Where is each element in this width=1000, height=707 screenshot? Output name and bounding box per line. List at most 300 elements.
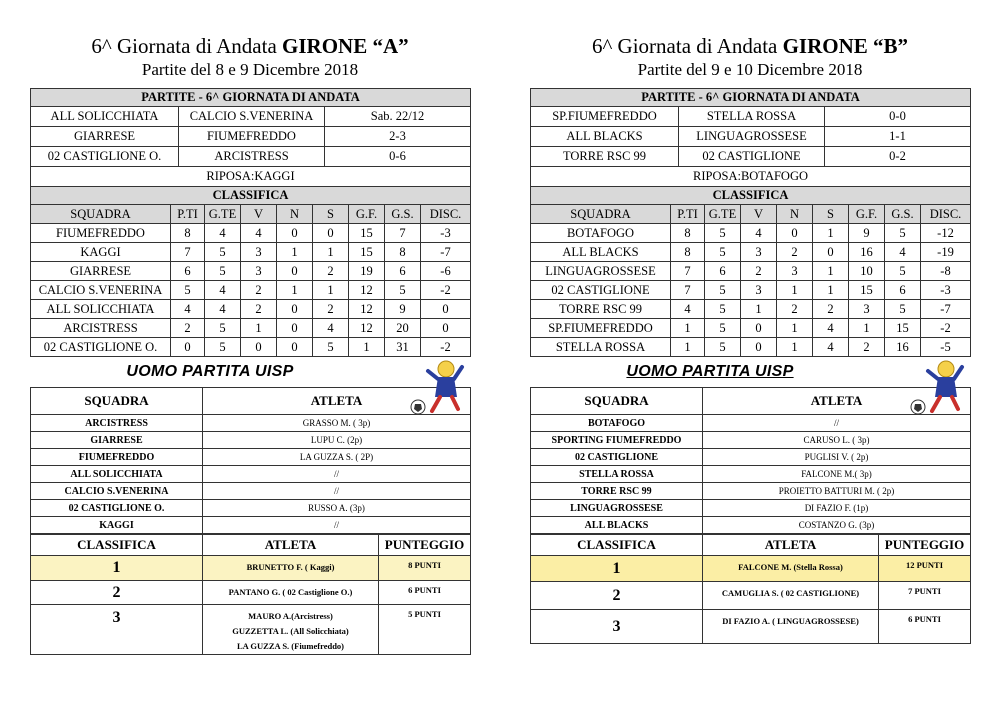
stat-cell: -2	[921, 319, 971, 338]
match-row	[31, 147, 471, 167]
home-team: ALL BLACKS	[531, 127, 679, 147]
team-name: FIUMEFREDDO	[31, 449, 203, 466]
stat-cell: 3	[241, 262, 277, 281]
uomo-partita-title: UOMO PARTITA UISP	[126, 363, 294, 380]
stat-cell: 2	[171, 319, 205, 338]
rank-points: 5 PUNTI	[379, 605, 471, 655]
soccer-player-mascot-icon	[402, 357, 472, 417]
col-header: P.TI	[171, 205, 205, 224]
team-name: BOTAFOGO	[531, 415, 703, 432]
home-team: 02 CASTIGLIONE O.	[31, 147, 179, 167]
stat-cell: 0	[277, 300, 313, 319]
team-name: ARCISTRESS	[31, 415, 203, 432]
ranking-table	[530, 534, 971, 644]
stat-cell: 2	[741, 262, 777, 281]
stat-cell: 15	[849, 281, 885, 300]
rank-position: 1	[31, 556, 203, 581]
stat-cell: -7	[421, 243, 471, 262]
match-result: 0-2	[825, 147, 971, 167]
home-team: ALL SOLICCHIATA	[31, 107, 179, 127]
stat-cell: 1	[813, 224, 849, 243]
uomo-row	[531, 517, 971, 534]
rank-position: 3	[31, 605, 203, 655]
rank-points: 12 PUNTI	[879, 556, 971, 582]
stat-cell: 0	[313, 224, 349, 243]
stat-cell: 5	[885, 224, 921, 243]
team-name: ALL BLACKS	[531, 243, 671, 262]
stat-cell: 1	[277, 243, 313, 262]
team-name: TORRE RSC 99	[531, 483, 703, 500]
athlete-name: COSTANZO G. (3p)	[703, 517, 971, 534]
uomo-body	[531, 415, 971, 534]
rank-athlete	[703, 610, 879, 644]
stat-cell: 0	[741, 319, 777, 338]
stat-cell: 6	[885, 281, 921, 300]
stat-cell: 6	[385, 262, 421, 281]
stat-cell: 12	[349, 281, 385, 300]
match-row	[531, 107, 971, 127]
stat-cell: 7	[671, 262, 705, 281]
partite-table	[530, 88, 971, 205]
stat-cell: 4	[813, 338, 849, 357]
uomo-row	[31, 483, 471, 500]
stat-cell: 2	[777, 243, 813, 262]
athlete-name: CAMUGLIA S. ( 02 CASTIGLIONE)	[721, 588, 860, 598]
athlete-name: FALCONE M. (Stella Rossa)	[738, 562, 843, 572]
rank-position: 3	[531, 610, 703, 644]
athlete-name: GUZZETTA L. (All Solicchiata)	[232, 626, 349, 636]
atleta-header: ATLETA	[703, 388, 971, 415]
stat-cell: 2	[849, 338, 885, 357]
squadra-header: SQUADRA	[531, 388, 703, 415]
stat-cell: 0	[171, 338, 205, 357]
stat-cell: 5	[205, 319, 241, 338]
uomo-title-row	[30, 357, 470, 387]
uomo-row	[31, 449, 471, 466]
stat-cell: 4	[171, 300, 205, 319]
stat-cell: 15	[349, 224, 385, 243]
stat-cell: 4	[205, 281, 241, 300]
atleta-header: ATLETA	[203, 388, 471, 415]
stat-cell: 4	[813, 319, 849, 338]
stat-cell: -2	[421, 281, 471, 300]
ranking-row	[31, 605, 471, 655]
stat-cell: 16	[849, 243, 885, 262]
stat-cell: 1	[277, 281, 313, 300]
team-name: KAGGI	[31, 517, 203, 534]
col-header: N	[277, 205, 313, 224]
col-header: N	[777, 205, 813, 224]
title-text: 6^ Giornata di Andata	[591, 34, 783, 58]
team-name: GIARRESE	[31, 432, 203, 449]
athlete-name: //	[703, 415, 971, 432]
stat-cell: 4	[671, 300, 705, 319]
rank-points: 7 PUNTI	[879, 582, 971, 610]
ranking-row	[31, 556, 471, 581]
athlete-name: LA GUZZA S. (Fiumefreddo)	[236, 641, 345, 651]
stat-cell: 1	[813, 262, 849, 281]
stat-cell: 6	[171, 262, 205, 281]
girone-b-panel	[530, 0, 970, 644]
standings-row	[531, 262, 971, 281]
soccer-player-mascot-icon	[902, 357, 972, 417]
standings-row	[31, 243, 471, 262]
stat-cell: 0	[741, 338, 777, 357]
rank-athlete	[203, 605, 379, 655]
stat-cell: 1	[777, 281, 813, 300]
athlete-name: LUPU C. (2p)	[203, 432, 471, 449]
athlete-name: //	[203, 483, 471, 500]
home-team: GIARRESE	[31, 127, 179, 147]
stat-cell: 3	[741, 243, 777, 262]
home-team: TORRE RSC 99	[531, 147, 679, 167]
stat-cell: 5	[705, 281, 741, 300]
standings-row	[31, 224, 471, 243]
uomo-row	[531, 500, 971, 517]
stat-cell: 31	[385, 338, 421, 357]
stat-cell: 2	[777, 300, 813, 319]
stat-cell: 1	[777, 319, 813, 338]
stat-cell: 15	[885, 319, 921, 338]
ranking-table	[30, 534, 471, 655]
girone-label: GIRONE “A”	[282, 34, 409, 58]
stat-cell: -5	[921, 338, 971, 357]
page-title	[30, 33, 470, 59]
col-header: G.F.	[849, 205, 885, 224]
match-result: 2-3	[325, 127, 471, 147]
uomo-row	[531, 415, 971, 432]
col-header: SQUADRA	[31, 205, 171, 224]
stat-cell: 1	[777, 338, 813, 357]
stat-cell: 5	[705, 224, 741, 243]
stat-cell: 2	[241, 281, 277, 300]
ranking-header-row	[531, 535, 971, 556]
team-name: ALL SOLICCHIATA	[31, 300, 171, 319]
stat-cell: 7	[385, 224, 421, 243]
away-team: LINGUAGROSSESE	[679, 127, 825, 147]
uomo-row	[31, 432, 471, 449]
col-header: G.TE	[705, 205, 741, 224]
athlete-name: DI FAZIO A. ( LINGUAGROSSESE)	[722, 616, 859, 626]
stat-cell: 8	[671, 224, 705, 243]
team-name: CALCIO S.VENERINA	[31, 483, 203, 500]
rank-athlete	[703, 582, 879, 610]
team-name: STELLA ROSSA	[531, 338, 671, 357]
page-subtitle: Partite del 8 e 9 Dicembre 2018	[141, 60, 359, 79]
stat-cell: -8	[921, 262, 971, 281]
athlete-name: PROIETTO BATTURI M. ( 2p)	[703, 483, 971, 500]
match-result: 0-0	[825, 107, 971, 127]
stat-cell: 0	[813, 243, 849, 262]
team-name: 02 CASTIGLIONE O.	[31, 338, 171, 357]
punteggio-header: PUNTEGGIO	[879, 535, 971, 556]
uomo-row	[31, 466, 471, 483]
team-name: LINGUAGROSSESE	[531, 262, 671, 281]
standings-table	[530, 204, 971, 357]
stat-cell: 5	[205, 243, 241, 262]
team-name: STELLA ROSSA	[531, 466, 703, 483]
uomo-row	[31, 415, 471, 432]
rank-position: 1	[531, 556, 703, 582]
team-name: SPORTING FIUMEFREDDO	[531, 432, 703, 449]
uomo-row	[31, 517, 471, 534]
col-header: DISC.	[921, 205, 971, 224]
stat-cell: -7	[921, 300, 971, 319]
rank-position: 2	[531, 582, 703, 610]
stat-cell: 0	[277, 319, 313, 338]
uomo-row	[531, 483, 971, 500]
partite-table	[30, 88, 471, 205]
stat-cell: 12	[349, 300, 385, 319]
athlete-name: FALCONE M.( 3p)	[703, 466, 971, 483]
team-name: CALCIO S.VENERINA	[31, 281, 171, 300]
stat-cell: 8	[171, 224, 205, 243]
standings-row	[31, 262, 471, 281]
ranking-row	[31, 581, 471, 605]
col-header: S	[813, 205, 849, 224]
partite-header: PARTITE - 6^ GIORNATA DI ANDATA	[31, 89, 471, 107]
athlete-name: BRUNETTO F. ( Kaggi)	[246, 562, 335, 572]
match-row	[531, 127, 971, 147]
stat-cell: 0	[277, 338, 313, 357]
stat-cell: 5	[385, 281, 421, 300]
stat-cell: -12	[921, 224, 971, 243]
athlete-name: GRASSO M. ( 3p)	[203, 415, 471, 432]
team-name: TORRE RSC 99	[531, 300, 671, 319]
standings-row	[531, 224, 971, 243]
stat-cell: 20	[385, 319, 421, 338]
stat-cell: 9	[385, 300, 421, 319]
standings-row	[531, 338, 971, 357]
away-team: CALCIO S.VENERINA	[179, 107, 325, 127]
stat-cell: 5	[205, 338, 241, 357]
stat-cell: 4	[313, 319, 349, 338]
stat-cell: -3	[421, 224, 471, 243]
team-name: FIUMEFREDDO	[31, 224, 171, 243]
standings-body	[531, 224, 971, 357]
team-name: SP.FIUMEFREDDO	[531, 319, 671, 338]
stat-cell: 15	[349, 243, 385, 262]
stat-cell: 4	[205, 224, 241, 243]
match-row	[31, 127, 471, 147]
athlete-name: //	[203, 466, 471, 483]
athlete-name: PUGLISI V. ( 2p)	[703, 449, 971, 466]
atleta-header: ATLETA	[703, 535, 879, 556]
stat-cell: 6	[705, 262, 741, 281]
team-name: GIARRESE	[31, 262, 171, 281]
stat-cell: -19	[921, 243, 971, 262]
uomo-row	[531, 449, 971, 466]
team-name: 02 CASTIGLIONE	[531, 449, 703, 466]
col-header: DISC.	[421, 205, 471, 224]
stat-cell: 1	[849, 319, 885, 338]
stat-cell: 5	[705, 300, 741, 319]
stat-cell: 1	[741, 300, 777, 319]
uomo-row	[31, 500, 471, 517]
team-name: KAGGI	[31, 243, 171, 262]
stat-cell: 9	[849, 224, 885, 243]
team-name: LINGUAGROSSESE	[531, 500, 703, 517]
standings-header-row	[531, 205, 971, 224]
stat-cell: 8	[385, 243, 421, 262]
col-header: P.TI	[671, 205, 705, 224]
col-header: G.S.	[885, 205, 921, 224]
uomo-body	[31, 415, 471, 534]
team-name: 02 CASTIGLIONE O.	[31, 500, 203, 517]
page-title	[530, 33, 970, 59]
standings-row	[531, 243, 971, 262]
standings-row	[31, 338, 471, 357]
stat-cell: 2	[313, 262, 349, 281]
uomo-title-row	[530, 357, 970, 387]
standings-header-row	[31, 205, 471, 224]
stat-cell: 5	[885, 262, 921, 281]
girone-a-panel	[30, 0, 470, 655]
stat-cell: 5	[705, 243, 741, 262]
team-name: ARCISTRESS	[31, 319, 171, 338]
away-team: 02 CASTIGLIONE	[679, 147, 825, 167]
col-header: V	[741, 205, 777, 224]
athlete-name: //	[203, 517, 471, 534]
ranking-row	[531, 582, 971, 610]
uomo-row	[531, 466, 971, 483]
uomo-partita-title: UOMO PARTITA UISP	[626, 363, 794, 380]
stat-cell: 7	[171, 243, 205, 262]
stat-cell: 7	[671, 281, 705, 300]
partite-header: PARTITE - 6^ GIORNATA DI ANDATA	[531, 89, 971, 107]
stat-cell: 2	[813, 300, 849, 319]
squadra-header: SQUADRA	[31, 388, 203, 415]
athlete-name: MAURO A.(Arcistress)	[248, 611, 333, 621]
stat-cell: 1	[241, 319, 277, 338]
stat-cell: 4	[241, 224, 277, 243]
stat-cell: 1	[349, 338, 385, 357]
stat-cell: 1	[813, 281, 849, 300]
stat-cell: 5	[705, 319, 741, 338]
team-name: BOTAFOGO	[531, 224, 671, 243]
team-name: ALL BLACKS	[531, 517, 703, 534]
col-header: SQUADRA	[531, 205, 671, 224]
stat-cell: 5	[205, 262, 241, 281]
rank-points: 6 PUNTI	[379, 581, 471, 605]
stat-cell: 5	[313, 338, 349, 357]
stat-cell: 8	[671, 243, 705, 262]
stat-cell: 1	[313, 281, 349, 300]
team-name: ALL SOLICCHIATA	[31, 466, 203, 483]
col-header: G.TE	[205, 205, 241, 224]
stat-cell: 0	[277, 262, 313, 281]
stat-cell: 4	[885, 243, 921, 262]
uomo-row	[531, 432, 971, 449]
classifica-header: CLASSIFICA	[31, 535, 203, 556]
rank-points: 6 PUNTI	[879, 610, 971, 644]
away-team: FIUMEFREDDO	[179, 127, 325, 147]
standings-row	[531, 300, 971, 319]
rank-athlete	[203, 581, 379, 605]
page-subtitle: Partite del 9 e 10 Dicembre 2018	[637, 60, 863, 79]
rank-points: 8 PUNTI	[379, 556, 471, 581]
match-result: 0-6	[325, 147, 471, 167]
athlete-name: LA GUZZA S. ( 2P)	[203, 449, 471, 466]
stat-cell: 16	[885, 338, 921, 357]
stat-cell: -3	[921, 281, 971, 300]
ranking-row	[531, 556, 971, 582]
stat-cell: 4	[741, 224, 777, 243]
stat-cell: 4	[205, 300, 241, 319]
col-header: G.S.	[385, 205, 421, 224]
stat-cell: 3	[241, 243, 277, 262]
classifica-header: CLASSIFICA	[531, 535, 703, 556]
match-row	[531, 147, 971, 167]
atleta-header: ATLETA	[203, 535, 379, 556]
standings-row	[31, 319, 471, 338]
away-team: STELLA ROSSA	[679, 107, 825, 127]
col-header: V	[241, 205, 277, 224]
stat-cell: 10	[849, 262, 885, 281]
standings-row	[531, 319, 971, 338]
stat-cell: 3	[777, 262, 813, 281]
stat-cell: -6	[421, 262, 471, 281]
standings-body	[31, 224, 471, 357]
match-result: 1-1	[825, 127, 971, 147]
stat-cell: 5	[171, 281, 205, 300]
rank-position: 2	[31, 581, 203, 605]
athlete-name: PANTANO G. ( 02 Castiglione O.)	[228, 587, 353, 597]
stat-cell: 0	[421, 300, 471, 319]
stat-cell: 3	[849, 300, 885, 319]
match-row	[31, 107, 471, 127]
stat-cell: 0	[241, 338, 277, 357]
title-text: 6^ Giornata di Andata	[91, 34, 283, 58]
classifica-title: CLASSIFICA	[31, 187, 471, 205]
stat-cell: 3	[741, 281, 777, 300]
rank-athlete	[203, 556, 379, 581]
col-header: S	[313, 205, 349, 224]
stat-cell: 1	[671, 319, 705, 338]
ranking-row	[531, 610, 971, 644]
col-header: G.F.	[349, 205, 385, 224]
stat-cell: 0	[421, 319, 471, 338]
standings-row	[31, 300, 471, 319]
stat-cell: -2	[421, 338, 471, 357]
stat-cell: 2	[313, 300, 349, 319]
punteggio-header: PUNTEGGIO	[379, 535, 471, 556]
riposa-label: RIPOSA:BOTAFOGO	[531, 167, 971, 187]
stat-cell: 0	[277, 224, 313, 243]
stat-cell: 1	[671, 338, 705, 357]
girone-label: GIRONE “B”	[782, 34, 909, 58]
stat-cell: 5	[705, 338, 741, 357]
standings-row	[31, 281, 471, 300]
stat-cell: 5	[885, 300, 921, 319]
ranking-header-row	[31, 535, 471, 556]
rank-athlete	[703, 556, 879, 582]
match-result: Sab. 22/12	[325, 107, 471, 127]
away-team: ARCISTRESS	[179, 147, 325, 167]
stat-cell: 12	[349, 319, 385, 338]
stat-cell: 1	[313, 243, 349, 262]
home-team: SP.FIUMEFREDDO	[531, 107, 679, 127]
team-name: 02 CASTIGLIONE	[531, 281, 671, 300]
classifica-title: CLASSIFICA	[531, 187, 971, 205]
athlete-name: DI FAZIO F. (1p)	[703, 500, 971, 517]
stat-cell: 19	[349, 262, 385, 281]
riposa-label: RIPOSA:KAGGI	[31, 167, 471, 187]
standings-row	[531, 281, 971, 300]
stat-cell: 0	[777, 224, 813, 243]
athlete-name: RUSSO A. (3p)	[203, 500, 471, 517]
stat-cell: 2	[241, 300, 277, 319]
